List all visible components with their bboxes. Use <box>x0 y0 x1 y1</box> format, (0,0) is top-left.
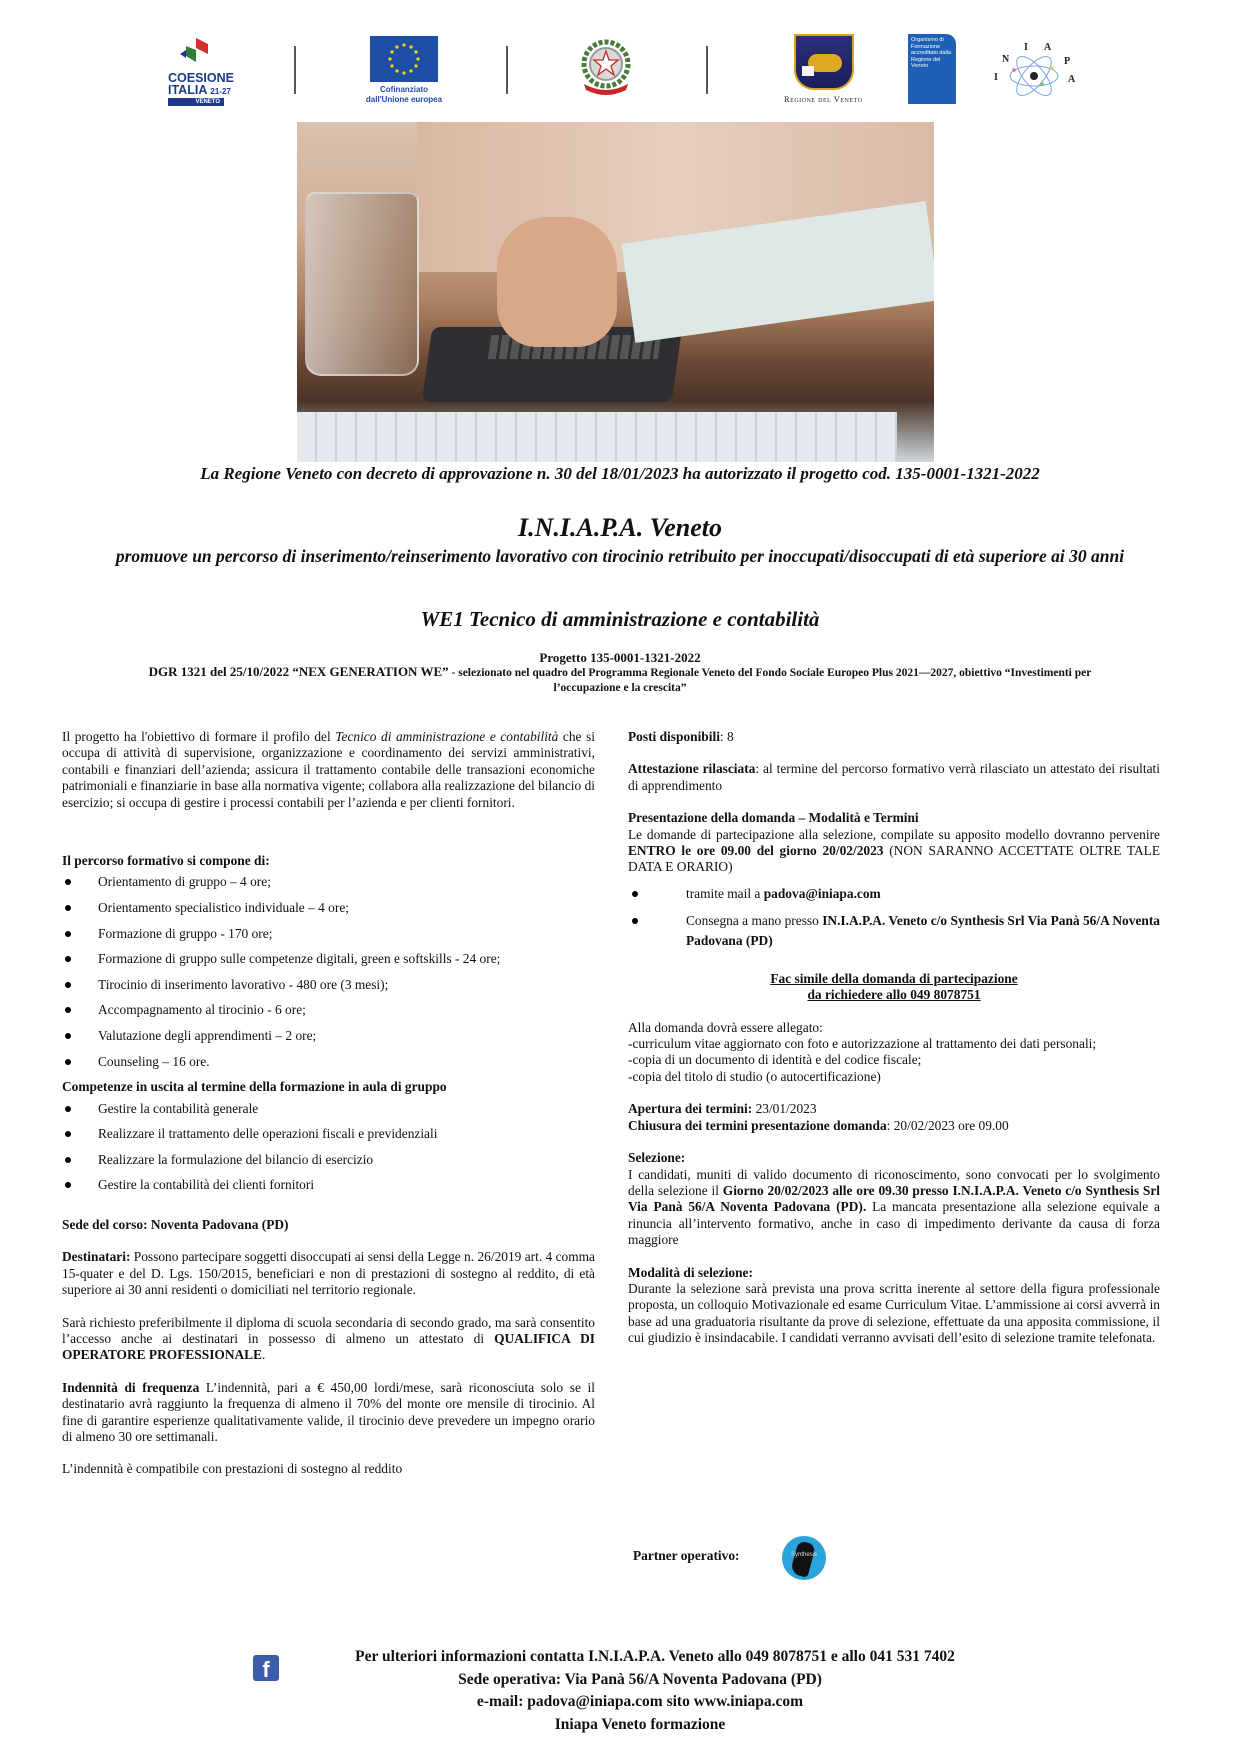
fac-simile-line1: Fac simile della domanda di partecipazione <box>770 970 1018 986</box>
presentazione-text: Le domande di partecipazione alla selezione, compilate su apposito modello dovranno pervenire <box>628 826 1160 842</box>
list-item-text: Formazione di gruppo - 170 ore; <box>98 925 273 941</box>
apertura-value: 23/01/2023 <box>752 1101 817 1117</box>
consegna-address: IN.I.A.P.A. Veneto c/o Synthesis Srl Via Panà 56/A Noventa Padovana (PD) <box>686 912 1160 948</box>
chiusura-termini <box>628 1118 1160 1134</box>
attestazione-label: Attestazione rilasciata <box>628 761 756 777</box>
atom-icon <box>990 40 1080 106</box>
list-item <box>62 924 595 950</box>
eu-logo <box>365 36 466 105</box>
footer-line2: Sede operativa: Via Panà 56/A Noventa Padovana (PD) <box>458 1670 822 1688</box>
iniapa-letter: A <box>1044 42 1052 53</box>
presentazione-paragraph <box>628 827 1160 876</box>
indennita-label: Indennità di frequenza <box>62 1379 200 1395</box>
bullet-icon <box>65 1059 71 1065</box>
list-item <box>62 1026 595 1052</box>
bullet-icon <box>632 918 638 924</box>
submission-email <box>628 884 1160 904</box>
posti-label: Posti disponibili <box>628 729 720 744</box>
chiusura-label: Chiusura dei termini presentazione domanda <box>628 1117 887 1133</box>
posti-disponibili <box>628 729 1160 745</box>
eu-flag-icon <box>370 36 438 82</box>
logo-divider <box>294 46 296 94</box>
dgr-rest: - selezionato nel quadro del Programma Regionale Veneto del Fondo Sociale Europeo Plus 2021—2027, obiettivo “Investimenti per l’occupazione e la crescita” <box>448 667 1092 694</box>
organismo-formazione-logo <box>908 34 956 104</box>
modalita-heading: Modalità di selezione: <box>628 1264 753 1280</box>
sede-corso: Sede del corso: Noventa Padovana (PD) <box>62 1216 289 1232</box>
project-code: Progetto 135-0001-1321-2022 <box>539 650 701 665</box>
mail-link[interactable]: padova@iniapa.com <box>763 885 881 901</box>
competenze-heading: Competenze in uscita al termine della formazione in aula di gruppo <box>62 1079 447 1095</box>
footer-line1: Per ulteriori informazioni contatta I.N.I.A.P.A. Veneto allo 049 8078751 e allo 041 531 7402 <box>355 1648 955 1665</box>
bullet-icon <box>65 879 71 885</box>
list-item <box>62 898 595 924</box>
presentazione-heading: Presentazione della domanda – Modalità e Termini <box>628 810 919 826</box>
attestazione <box>628 761 1160 794</box>
intro-text: Il progetto ha l'obiettivo di formare il profilo del <box>62 729 336 744</box>
list-item-text: Realizzare la formulazione del bilancio di esercizio <box>98 1151 374 1167</box>
fac-simile-line2: da richiedere allo 049 8078751 <box>807 987 981 1003</box>
list-item-text: Tirocinio di inserimento lavorativo - 480 ore (3 mesi); <box>98 976 389 992</box>
iniapa-logo <box>990 40 1080 106</box>
list-item-text: Accompagnamento al tirocinio - 6 ore; <box>98 1002 306 1018</box>
presentazione-note: (NON SARANNO ACCETTATE OLTRE TALE DATA E ORARIO) <box>628 843 1160 875</box>
bullet-icon <box>632 891 638 897</box>
bullet-icon <box>65 1157 71 1163</box>
submission-hand <box>628 911 1160 951</box>
bullet-icon <box>65 956 71 962</box>
diploma-end: . <box>262 1347 266 1363</box>
synthesis-partner-logo <box>782 1536 826 1580</box>
synthesis-logo-text: Synthesis <box>790 1552 817 1558</box>
destinatari-text: Possono partecipare soggetti disoccupati ai sensi della Legge n. 26/2019 art. 4 comma 15-quater e del D. Lgs. 150/2015, beneficiari e non di prestazioni di sostegno al reddito, di età superiore ai 30 anni residenti o domiciliati nel territorio regionale. <box>62 1249 595 1298</box>
percorso-heading: Il percorso formativo si compone di: <box>62 853 270 869</box>
coesione-line1: COESIONE <box>168 71 234 85</box>
intro-profile: Tecnico di amministrazione e contabilità <box>335 729 559 744</box>
dgr-bold: DGR 1321 del 25/10/2022 “NEX GENERATION WE” <box>148 664 449 679</box>
bullet-icon <box>65 982 71 988</box>
page-subtitle: promuove un percorso di inserimento/reinserimento lavorativo con tirocinio retribuito per inoccupati/disoccupati di età superiore ai 30 anni <box>115 546 1125 566</box>
diploma-text: Sarà richiesto preferibilmente il diploma di scuola secondaria di secondo grado, ma sarà consentito l’accesso anche ai destinatari in possesso di almeno un attestato di <box>62 1314 595 1346</box>
percorso-list <box>62 872 595 1077</box>
list-item <box>62 872 595 898</box>
coin-jar <box>305 192 419 376</box>
submission-methods <box>628 884 1160 951</box>
footer-contacts <box>250 1646 1030 1736</box>
attestazione-text: : al termine del percorso formativo verrà rilasciato un attestato dei risultati di apprendimento <box>628 761 1160 793</box>
list-item <box>62 1175 595 1201</box>
competenze-list <box>62 1099 595 1201</box>
lion-of-saint-mark-icon <box>794 34 854 90</box>
selezione-heading: Selezione: <box>628 1150 686 1166</box>
compatibile-note: L’indennità è compatibile con prestazioni di sostegno al reddito <box>62 1461 403 1477</box>
allegato-item: -curriculum vitae aggiornato con foto e autorizzazione al trattamento dei dati personali; <box>628 1036 1097 1052</box>
bullet-icon <box>65 1106 71 1112</box>
bullet-icon <box>65 1182 71 1188</box>
indennita-text: L’indennità, pari a € 450,00 lordi/mese, sarà riconosciuta solo se il destinatario avrà raggiunto la frequenza di almeno il 70% del monte ore mensile di tirocinio. Al fine di garantire esperienze qualitativamente valide, il tirocinio deve prevedere un impegno orario di almeno 30 ore settimanali. <box>62 1379 595 1445</box>
footer-line3: e-mail: padova@iniapa.com sito www.iniapa.com <box>476 1693 804 1710</box>
bullet-icon <box>65 1033 71 1039</box>
eu-caption-line2: dall'Unione europea <box>365 95 443 104</box>
organismo-text: Organismo di Formazione accreditato dalla Regione del Veneto <box>911 37 952 69</box>
list-item-text: Counseling – 16 ore. <box>98 1053 210 1069</box>
dgr-reference <box>120 665 1120 695</box>
page-title: I.N.I.A.P.A. Veneto <box>518 513 722 542</box>
partner-label: Partner operativo: <box>633 1548 740 1563</box>
list-item-text: Orientamento specialistico individuale – 4 ore; <box>98 900 350 916</box>
bullet-icon <box>65 931 71 937</box>
left-column <box>62 729 595 1478</box>
list-item <box>62 949 595 975</box>
facebook-icon[interactable]: f <box>253 1655 279 1681</box>
intro-paragraph <box>62 729 595 811</box>
list-item-text: Orientamento di gruppo – 4 ore; <box>98 874 271 890</box>
iniapa-letter: A <box>1068 74 1076 85</box>
presentazione-deadline: ENTRO le ore 09.00 del giorno 20/02/2023 <box>628 843 884 859</box>
coesione-italia-logo <box>168 36 234 108</box>
list-item-text: Formazione di gruppo sulle competenze digitali, green e softskills - 24 ore; <box>98 951 501 967</box>
apertura-label: Apertura dei termini: <box>628 1101 753 1117</box>
chiusura-value: : 20/02/2023 ore 09.00 <box>886 1117 1009 1133</box>
list-item-text: Valutazione degli apprendimenti – 2 ore; <box>98 1028 317 1043</box>
iniapa-letter: P <box>1064 56 1071 67</box>
modalita-paragraph: Durante la selezione sarà prevista una prova scritta inerente al settore della figura professionale proposta, un colloquio Motivazionale ed esame Curriculum Vitae. L’ammissione ai corsi avverrà in base ad una graduatoria risultante da prove di selezione, effettuate da una apposita commissione, il cui giudizio è insindacabile. I candidati verranno avvisati dell’esito di selezione tramite telefonata. <box>628 1280 1160 1346</box>
coesione-cube-icon <box>178 36 218 66</box>
list-item <box>62 1124 595 1150</box>
destinatari-label: Destinatari: <box>62 1249 131 1265</box>
regione-veneto-logo <box>784 34 874 110</box>
bullet-icon <box>65 905 71 911</box>
list-item-text: Gestire la contabilità dei clienti fornitori <box>98 1177 315 1193</box>
intro-text-rest: che si occupa di attività di supervisione, organizzazione e coordinamento dei servizi amministrativi, contabili e finanziari dell’azienda; assicura il trattamento contabile delle transazioni economiche patrimoniali e finanziarie in base alla normativa vigente; collabora alla realizzazione del bilancio di esercizio; si occupa di gestire i processi contabili per l’azienda e per clienti fornitori. <box>62 729 595 810</box>
allegato-list <box>628 1036 1160 1085</box>
hero-photo-calculator <box>297 122 934 462</box>
selezione-text: I candidati, muniti di valido documento di riconoscimento, sono convocati per lo svolgimento della selezione il <box>628 1166 1160 1198</box>
repubblica-italiana-emblem <box>576 36 636 98</box>
course-title: WE1 Tecnico di amministrazione e contabilità <box>420 607 820 631</box>
destinatari-paragraph <box>62 1249 595 1298</box>
cat-silhouette-icon <box>790 1540 816 1578</box>
coesione-line2: ITALIA <box>168 83 207 97</box>
allegato-intro: Alla domanda dovrà essere allegato: <box>628 1019 823 1035</box>
regione-caption: Regione del Veneto <box>784 94 863 104</box>
iniapa-letter: I <box>994 72 998 83</box>
logo-divider <box>506 46 508 94</box>
footer-line4: Iniapa Veneto formazione <box>554 1715 726 1733</box>
iniapa-letter: N <box>1002 54 1010 65</box>
apertura-termini <box>628 1101 1160 1117</box>
indennita-paragraph <box>62 1380 595 1446</box>
list-item <box>62 1052 595 1078</box>
mail-text: tramite mail a <box>686 885 764 901</box>
coesione-band: VENETO <box>168 98 224 106</box>
selezione-paragraph <box>628 1167 1160 1249</box>
qualifica-bold: QUALIFICA DI OPERATORE PROFESSIONALE <box>62 1331 595 1363</box>
bullet-icon <box>65 1007 71 1013</box>
posti-value: : 8 <box>719 729 734 744</box>
iniapa-letter: I <box>1024 42 1028 53</box>
diploma-paragraph <box>62 1315 595 1364</box>
list-item <box>62 1150 595 1176</box>
selezione-note: La mancata presentazione alla selezione equivale a rinuncia all’intervento formativo, anche in caso di impedimento derivante da causa di forza maggiore <box>628 1199 1160 1248</box>
bullet-icon <box>65 1131 71 1137</box>
keyboard <box>297 412 897 462</box>
allegato-item: -copia del titolo di studio (o autocertificazione) <box>628 1068 881 1084</box>
allegato-item: -copia di un documento di identità e del codice fiscale; <box>628 1052 922 1068</box>
list-item-text: Realizzare il trattamento delle operazioni fiscali e previdenziali <box>98 1126 438 1142</box>
coesione-years: 21-27 <box>210 87 231 96</box>
list-item <box>62 1000 595 1026</box>
eu-caption-line1: Cofinanziato <box>380 85 428 94</box>
consegna-text: Consegna a mano presso <box>686 912 823 928</box>
list-item <box>62 1099 595 1125</box>
list-item <box>62 975 595 1001</box>
right-column <box>628 729 1160 1347</box>
logo-divider <box>706 46 708 94</box>
authorization-caption: La Regione Veneto con decreto di approvazione n. 30 del 18/01/2023 ha autorizzato il progetto cod. 135-0001-1321-2022 <box>200 464 1040 483</box>
selezione-date: Giorno 20/02/2023 alle ore 09.30 presso I.N.I.A.P.A. Veneto c/o Synthesis Srl Via Panà 56/A Noventa Padovana (PD). <box>628 1182 1160 1215</box>
list-item-text: Gestire la contabilità generale <box>98 1100 259 1116</box>
